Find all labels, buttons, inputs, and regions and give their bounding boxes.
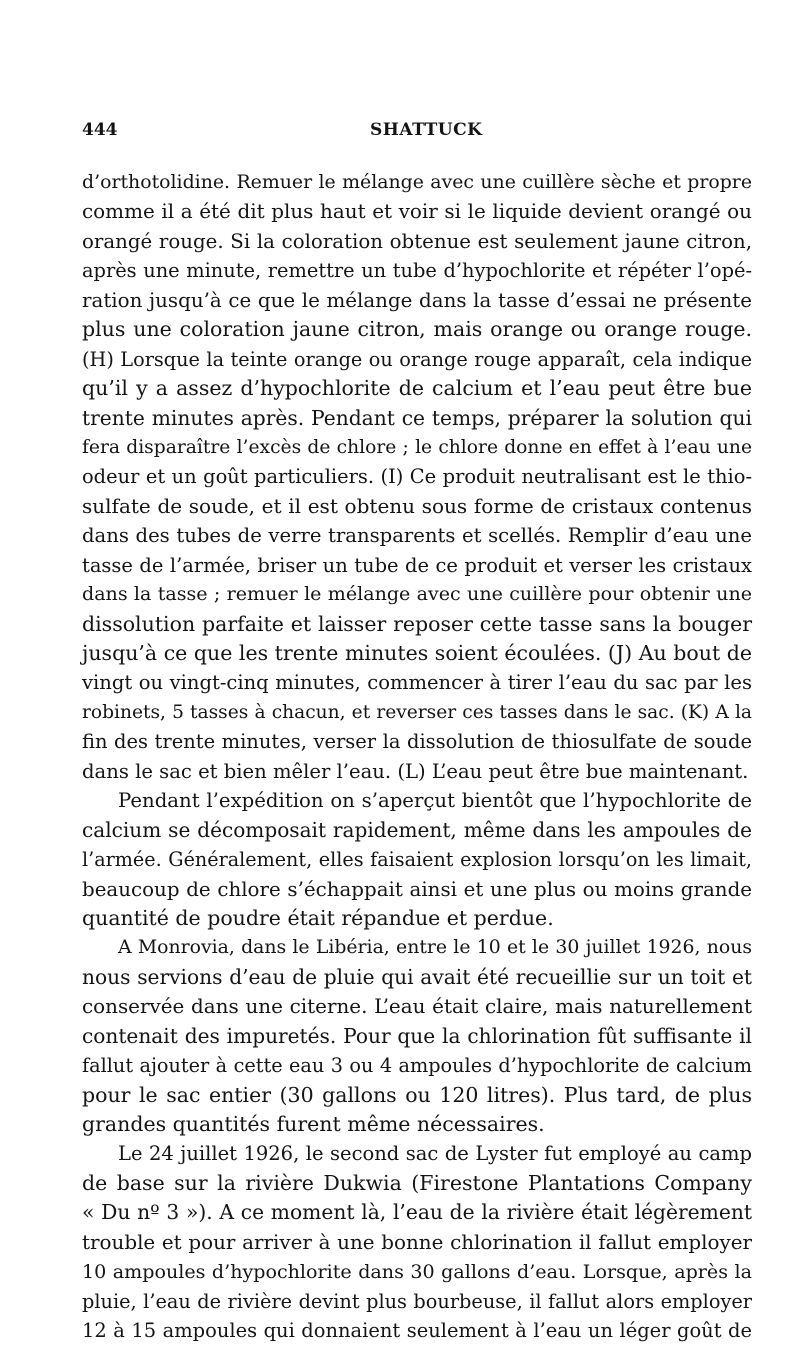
text-line: ration jusqu’à ce que le mélange dans la tasse d’essai ne présente xyxy=(82,288,752,312)
text-line: pour le sac entier (30 gallons ou 120 litres). Plus tard, de plus xyxy=(82,1082,752,1107)
text-line: qu’il y a assez d’hypochlorite de calcium et l’eau peut être bue xyxy=(82,376,752,401)
text-line: (H) Lorsque la teinte orange ou orange rouge apparaît, cela indique xyxy=(82,347,752,371)
text-line: calcium se décomposait rapidement, même dans les ampoules de xyxy=(82,817,752,842)
running-head: SHATTUCK xyxy=(370,120,483,140)
text-line: dans des tubes de verre transparents et scellés. Remplir d’eau une xyxy=(82,524,752,548)
text-line: A Monrovia, dans le Libéria, entre le 10 et le 30 juillet 1926, nous xyxy=(118,937,752,959)
text-line: Pendant l’expédition on s’aperçut bientôt que l’hypochlorite de xyxy=(118,789,752,813)
text-line: d’orthotolidine. Remuer le mélange avec une cuillère sèche et propre xyxy=(82,171,752,193)
text-line: dissolution parfaite et laisser reposer cette tasse sans la bouger xyxy=(82,611,752,636)
text-line: jusqu’à ce que les trente minutes soient écoulées. (J) Au bout de xyxy=(82,641,752,665)
text-line: orangé rouge. Si la coloration obtenue est seulement jaune citron, xyxy=(82,229,752,253)
text-line: tasse de l’armée, briser un tube de ce produit et verser les cristaux xyxy=(82,553,752,577)
text-line: de base sur la rivière Dukwia (Firestone Plantations Company xyxy=(82,1170,752,1195)
text-line: « Du nº 3 »). A ce moment là, l’eau de la rivière était légèrement xyxy=(82,1200,752,1225)
text-line: pluie, l’eau de rivière devint plus bourbeuse, il fallut alors employer xyxy=(82,1289,752,1313)
text-line: odeur et un goût particuliers. (I) Ce produit neutralisant est le thio- xyxy=(82,465,752,489)
text-line: dans le sac et bien mêler l’eau. (L) L’eau peut être bue maintenant. xyxy=(82,759,749,783)
text-line: grandes quantités furent même nécessaires. xyxy=(82,1112,545,1136)
text-line: plus une coloration jaune citron, mais orange ou orange rouge. xyxy=(82,317,752,342)
text-line: fin des trente minutes, verser la dissolution de thiosulfate de soude xyxy=(82,730,752,754)
text-line: trente minutes après. Pendant ce temps, préparer la solution qui xyxy=(82,405,752,430)
text-line: Le 24 juillet 1926, le second sac de Lyster fut employé au camp xyxy=(118,1142,752,1166)
text-line: après une minute, remettre un tube d’hypochlorite et répéter l’opé- xyxy=(82,259,752,283)
text-line: conservée dans une citerne. L’eau était claire, mais naturellement xyxy=(82,995,752,1019)
text-line: nous servions d’eau de pluie qui avait été recueillie sur un toit et xyxy=(82,964,752,989)
text-line: fera disparaître l’excès de chlore ; le chlore donne en effet à l’eau une xyxy=(82,436,752,458)
body-text xyxy=(82,168,752,1346)
page-header xyxy=(82,120,742,144)
text-line: comme il a été dit plus haut et voir si le liquide devient orangé ou xyxy=(82,199,752,224)
text-line: 12 à 15 ampoules qui donnaient seulement à l’eau un léger goût de xyxy=(82,1319,752,1343)
text-line: beaucoup de chlore s’échappait ainsi et une plus ou moins grande xyxy=(82,877,752,901)
text-line: contenait des impuretés. Pour que la chlorination fût suffisante il xyxy=(82,1023,752,1048)
text-line: sulfate de soude, et il est obtenu sous forme de cristaux contenus xyxy=(82,493,752,518)
text-line: quantité de poudre était répandue et perdue. xyxy=(82,905,554,930)
text-line: vingt ou vingt-cinq minutes, commencer à tirer l’eau du sac par les xyxy=(82,671,752,695)
text-line: dans la tasse ; remuer le mélange avec une cuillère pour obtenir une xyxy=(82,583,752,606)
text-line: robinets, 5 tasses à chacun, et reverser ces tasses dans le sac. (K) A la xyxy=(82,701,752,723)
text-line: fallut ajouter à cette eau 3 ou 4 ampoules d’hypochlorite de calcium xyxy=(82,1054,752,1078)
text-line: 10 ampoules d’hypochlorite dans 30 gallons d’eau. Lorsque, après la xyxy=(82,1260,752,1284)
text-line: trouble et pour arriver à une bonne chlorination il fallut employer xyxy=(82,1230,752,1254)
text-line: l’armée. Généralement, elles faisaient explosion lorsqu’on les limait, xyxy=(82,848,752,872)
page-number: 444 xyxy=(82,120,118,140)
